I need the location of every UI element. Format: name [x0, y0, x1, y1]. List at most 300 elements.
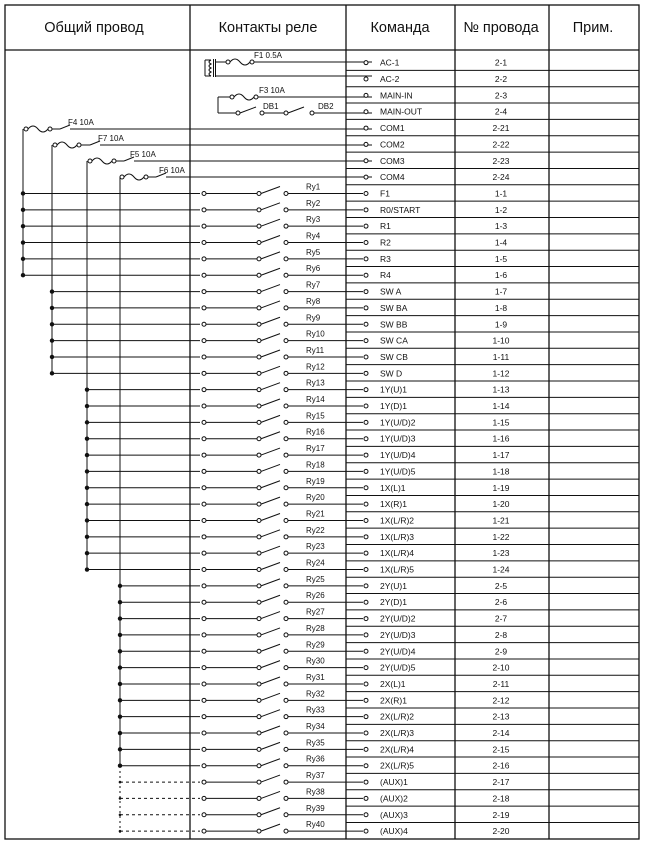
wire-number: 1-12: [492, 368, 510, 379]
command-label: 2Y(D)1: [380, 597, 407, 608]
relay-terminal-in: [202, 208, 206, 212]
contact-point: [257, 322, 261, 326]
relay-label: Ry39: [306, 803, 325, 813]
relay-contact-arm: [261, 628, 280, 635]
wire-number: 2-22: [492, 139, 510, 150]
relay-contact-arm: [261, 677, 280, 684]
table-row: [364, 123, 510, 133]
wire-number: 1-2: [494, 204, 508, 215]
relay-label: Ry23: [306, 542, 325, 552]
contact-point: [257, 191, 261, 195]
command-label: SW BB: [380, 319, 408, 330]
relay-contact-arm: [261, 710, 280, 717]
relay-terminal-in: [202, 371, 206, 375]
contact-point: [284, 241, 288, 245]
relay-terminal-in: [202, 568, 206, 572]
table-row: [364, 74, 507, 84]
contact-point: [284, 584, 288, 588]
command-label: 2X(L/R)5: [380, 760, 415, 771]
contact-point: [257, 715, 261, 719]
wire-number: 1-4: [494, 237, 508, 248]
wire-number: 2-12: [492, 695, 510, 706]
relay-label: Ry9: [306, 313, 321, 323]
relay-label: Ry18: [306, 460, 325, 470]
wire-number: 1-16: [492, 433, 510, 444]
wire-number: 2-19: [492, 809, 510, 820]
contact-point: [257, 355, 261, 359]
junction-dot: [50, 338, 54, 342]
table-row: [364, 172, 510, 182]
terminal-point: [364, 306, 368, 310]
relay-terminal-in: [202, 339, 206, 343]
relay-contact-arm: [261, 791, 280, 798]
terminal-point: [364, 191, 368, 195]
relay-label: Ry30: [306, 656, 325, 666]
relay-terminal-in: [202, 731, 206, 735]
terminal-point: [364, 290, 368, 294]
wire-number: 2-5: [494, 580, 508, 591]
command-label: 1Y(U/D)5: [380, 466, 416, 477]
contact-point: [257, 633, 261, 637]
contact-point: [257, 453, 261, 457]
wire-number: 1-8: [494, 302, 508, 313]
relay-terminal-in: [202, 518, 206, 522]
relay-label: Ry37: [306, 771, 325, 781]
command-label: 2X(L/R)4: [380, 744, 415, 755]
relay-terminal-in: [202, 224, 206, 228]
contact-point: [257, 273, 261, 277]
command-label: (AUX)2: [380, 793, 408, 804]
contact-point: [284, 437, 288, 441]
relay-contact-arm: [261, 236, 280, 243]
terminal-point: [364, 731, 368, 735]
wire-number: 2-6: [494, 597, 508, 608]
contact-point: [284, 502, 288, 506]
relay-label: Ry11: [306, 345, 325, 355]
relay-contact-arm: [261, 350, 280, 357]
relay-label: Ry8: [306, 296, 321, 306]
command-label: SW CB: [380, 351, 408, 362]
command-label: SW D: [380, 368, 403, 379]
contact-point: [284, 191, 288, 195]
relay-label: Ry17: [306, 444, 325, 454]
junction-dot: [118, 682, 122, 686]
contact-point: [257, 813, 261, 817]
table-row: [364, 139, 510, 149]
relay-terminal-in: [202, 191, 206, 195]
contact-point: [284, 224, 288, 228]
wire-number: 2-7: [494, 613, 508, 624]
wire-number: 1-11: [492, 351, 510, 362]
contact-point: [257, 437, 261, 441]
relay-terminal-in: [202, 649, 206, 653]
contact-point: [284, 715, 288, 719]
contact-point: [257, 469, 261, 473]
junction-dot: [50, 289, 54, 293]
junction-dot: [85, 387, 89, 391]
terminal-point: [364, 420, 368, 424]
relay-contact-arm: [261, 186, 280, 193]
contact-point: [284, 290, 288, 294]
contact-point: [284, 486, 288, 490]
relay-terminal-in: [202, 666, 206, 670]
command-label: 1Y(D)1: [380, 401, 407, 412]
junction-dot: [50, 306, 54, 310]
contact-point: [257, 371, 261, 375]
contact-point: [284, 420, 288, 424]
contact-point: [284, 535, 288, 539]
table-header: [44, 20, 613, 36]
wire-number: 2-18: [492, 793, 510, 804]
wire-number: 1-5: [494, 253, 508, 264]
junction-dot: [21, 191, 25, 195]
junction-dot: [21, 224, 25, 228]
wire-number: 2-11: [492, 678, 510, 689]
label-f5: F5 10A: [130, 150, 156, 159]
wire-number: 1-6: [494, 270, 508, 281]
relay-label: Ry25: [306, 574, 325, 584]
relay-contact-arm: [261, 317, 280, 324]
command-label: AC-1: [380, 57, 400, 68]
terminal-point: [364, 502, 368, 506]
command-label: 1X(L/R)2: [380, 515, 415, 526]
header-common-wire: Общий провод: [44, 20, 144, 36]
wire-number: 1-3: [494, 221, 508, 232]
contact-point: [284, 208, 288, 212]
relay-contact-arm: [261, 579, 280, 586]
terminal-point: [364, 633, 368, 637]
junction-dot: [118, 616, 122, 620]
junction-dot: [50, 322, 54, 326]
contact-point: [257, 420, 261, 424]
wire-number: 1-24: [492, 564, 510, 575]
relay-label: Ry24: [306, 558, 325, 568]
relay-contact-arm: [261, 448, 280, 455]
contact-point: [284, 355, 288, 359]
relay-contact-arm: [261, 513, 280, 520]
fuse-f1: [218, 59, 372, 65]
terminal-point: [364, 404, 368, 408]
terminal-point: [364, 61, 368, 65]
contact-point: [284, 568, 288, 572]
contact-point: [284, 764, 288, 768]
terminal-point: [364, 371, 368, 375]
command-label: R0/START: [380, 204, 421, 215]
wire-number: 2-17: [492, 777, 510, 788]
relay-contact-arm: [261, 366, 280, 373]
command-label: 2Y(U/D)5: [380, 662, 416, 673]
relay-label: Ry20: [306, 493, 325, 503]
relay-label: Ry10: [306, 329, 325, 339]
relay-terminal-in: [202, 698, 206, 702]
command-label: R4: [380, 270, 391, 281]
terminal-point: [364, 698, 368, 702]
junction-dot: [85, 486, 89, 490]
relay-label: Ry33: [306, 705, 325, 715]
relay-terminal-in: [202, 682, 206, 686]
relay-terminal-in: [202, 535, 206, 539]
contact-point: [284, 551, 288, 555]
relay-terminal-in: [202, 715, 206, 719]
relay-label: Ry40: [306, 820, 325, 830]
contact-point: [284, 371, 288, 375]
command-label: 1X(R)1: [380, 499, 407, 510]
contact-point: [257, 224, 261, 228]
relay-label: Ry13: [306, 378, 325, 388]
header-note: Прим.: [572, 20, 614, 36]
wire-number: 1-9: [494, 319, 508, 330]
relay-terminal-in: [202, 355, 206, 359]
junction-dot: [85, 469, 89, 473]
relay-terminal-in: [202, 453, 206, 457]
terminal-point: [364, 682, 368, 686]
contact-point: [257, 829, 261, 833]
terminal-point: [364, 175, 368, 179]
wire-number: 2-2: [494, 74, 508, 85]
terminal-point: [364, 486, 368, 490]
relay-rows: [21, 182, 510, 836]
contact-point: [257, 388, 261, 392]
relay-contact-arm: [261, 742, 280, 749]
wire-number: 2-16: [492, 760, 510, 771]
label-f6: F6 10A: [159, 166, 185, 175]
relay-label: Ry12: [306, 362, 325, 372]
contact-point: [257, 535, 261, 539]
contact-point: [257, 502, 261, 506]
wire-number: 2-20: [492, 826, 510, 837]
contact-point: [257, 306, 261, 310]
contact-point: [284, 453, 288, 457]
relay-contact-arm: [261, 432, 280, 439]
command-label: 1Y(U/D)2: [380, 417, 416, 428]
relay-contact-arm: [261, 693, 280, 700]
command-label: 1Y(U/D)4: [380, 450, 416, 461]
relay-contact-arm: [261, 334, 280, 341]
relay-terminal-in: [202, 551, 206, 555]
wire-number: 2-21: [492, 123, 510, 134]
terminal-point: [364, 617, 368, 621]
terminal-point: [364, 600, 368, 604]
label-f4: F4 10A: [68, 118, 94, 127]
command-label: 2X(R)1: [380, 695, 407, 706]
wire-number: 2-10: [492, 662, 510, 673]
junction-dot: [118, 714, 122, 718]
contact-point: [284, 829, 288, 833]
contact-point: [284, 469, 288, 473]
command-label: (AUX)3: [380, 809, 408, 820]
relay-label: Ry7: [306, 280, 321, 290]
contact-point: [257, 649, 261, 653]
table-row: [364, 156, 510, 166]
header-relay-contacts: Контакты реле: [218, 20, 318, 36]
relay-label: Ry31: [306, 672, 325, 682]
command-label: (AUX)1: [380, 777, 408, 788]
wire-number: 1-22: [492, 531, 510, 542]
label-f1: F1 0.5A: [254, 51, 283, 60]
junction-dot: [118, 649, 122, 653]
terminal-point: [364, 453, 368, 457]
relay-contact-arm: [261, 481, 280, 488]
contact-point: [257, 241, 261, 245]
fuse-f5: [87, 157, 372, 568]
table-row: [364, 107, 507, 117]
wire-number: 2-15: [492, 744, 510, 755]
relay-terminal-in: [202, 600, 206, 604]
relay-contact-arm: [261, 268, 280, 275]
wire-number: 1-14: [492, 401, 510, 412]
wire-number: 1-19: [492, 482, 510, 493]
contact-point: [257, 584, 261, 588]
relay-contact-arm: [261, 644, 280, 651]
wire-number: 2-1: [494, 57, 508, 68]
terminal-point: [364, 469, 368, 473]
relay-label: Ry26: [306, 591, 325, 601]
contact-point: [257, 698, 261, 702]
command-label: 1X(L/R)5: [380, 564, 415, 575]
wire-number: 1-23: [492, 548, 510, 559]
relay-contact-arm: [261, 824, 280, 831]
contact-point: [257, 731, 261, 735]
relay-contact-arm: [261, 775, 280, 782]
relay-contact-arm: [261, 285, 280, 292]
contact-point: [284, 600, 288, 604]
relay-terminal-in: [202, 633, 206, 637]
command-label: F1: [380, 188, 390, 199]
terminal-point: [364, 584, 368, 588]
terminal-point: [364, 715, 368, 719]
junction-dot: [85, 437, 89, 441]
relay-label: Ry2: [306, 198, 321, 208]
command-label: 1X(L/R)4: [380, 548, 415, 559]
terminal-point: [364, 322, 368, 326]
contact-point: [284, 257, 288, 261]
table-row: [364, 90, 507, 100]
junction-dot: [119, 813, 122, 816]
contact-point: [257, 600, 261, 604]
relay-label: Ry21: [306, 509, 325, 519]
terminal-point: [364, 93, 368, 97]
junction-dot: [118, 731, 122, 735]
terminal-point: [364, 518, 368, 522]
junction-dot: [118, 665, 122, 669]
wire-number: 1-7: [494, 286, 508, 297]
label-f3: F3 10A: [259, 86, 285, 95]
contact-point: [257, 290, 261, 294]
relay-label: Ry29: [306, 640, 325, 650]
contact-point: [257, 796, 261, 800]
relay-contact-arm: [261, 399, 280, 406]
contact-point: [284, 322, 288, 326]
command-label: MAIN-OUT: [380, 106, 423, 117]
relay-terminal-in: [202, 617, 206, 621]
command-label: 1X(L/R)3: [380, 531, 415, 542]
relay-terminal-in: [202, 404, 206, 408]
command-label: COM4: [380, 172, 405, 183]
relay-terminal-in: [202, 780, 206, 784]
command-label: R2: [380, 237, 391, 248]
junction-dot: [119, 781, 122, 784]
junction-dot: [85, 518, 89, 522]
wire-number: 1-1: [494, 188, 508, 199]
relay-contact-arm: [261, 759, 280, 766]
relay-contact-arm: [261, 301, 280, 308]
relay-label: Ry28: [306, 623, 325, 633]
relay-label: Ry38: [306, 787, 325, 797]
contact-point: [257, 780, 261, 784]
relay-contact-arm: [261, 726, 280, 733]
relay-terminal-in: [202, 437, 206, 441]
junction-dot: [50, 355, 54, 359]
relay-contact-arm: [261, 252, 280, 259]
wire-number: 1-17: [492, 450, 510, 461]
terminal-point: [364, 568, 368, 572]
wire-number: 2-14: [492, 728, 510, 739]
terminal-point: [364, 649, 368, 653]
command-label: COM2: [380, 139, 405, 150]
junction-dot: [21, 208, 25, 212]
command-label: (AUX)4: [380, 826, 408, 837]
junction-dot: [85, 502, 89, 506]
junction-dot: [118, 747, 122, 751]
relay-terminal-in: [202, 257, 206, 261]
relay-contact-arm: [261, 383, 280, 390]
relay-contact-arm: [261, 415, 280, 422]
relay-terminal-in: [202, 764, 206, 768]
junction-dot: [118, 584, 122, 588]
terminal-point: [364, 273, 368, 277]
terminal-point: [364, 126, 368, 130]
terminal-point: [364, 437, 368, 441]
relay-label: Ry27: [306, 607, 325, 617]
contact-point: [257, 518, 261, 522]
relay-label: Ry36: [306, 754, 325, 764]
terminal-point: [364, 388, 368, 392]
relay-label: Ry5: [306, 247, 321, 257]
terminal-point: [364, 796, 368, 800]
header-wire-number: № провода: [463, 20, 539, 36]
relay-label: Ry1: [306, 182, 321, 192]
command-label: R3: [380, 253, 391, 264]
terminal-point: [364, 241, 368, 245]
relay-label: Ry16: [306, 427, 325, 437]
command-label: COM1: [380, 123, 405, 134]
relay-contact-arm: [261, 661, 280, 668]
terminal-point: [364, 829, 368, 833]
wire-number: 2-23: [492, 155, 510, 166]
terminal-point: [364, 257, 368, 261]
contact-point: [284, 273, 288, 277]
terminal-point: [364, 224, 368, 228]
terminal-point: [364, 339, 368, 343]
terminal-point: [364, 355, 368, 359]
junction-dot: [85, 567, 89, 571]
contact-point: [257, 551, 261, 555]
relay-terminal-in: [202, 290, 206, 294]
relay-terminal-in: [202, 747, 206, 751]
contact-point: [284, 649, 288, 653]
relay-contact-arm: [261, 530, 280, 537]
contact-point: [284, 682, 288, 686]
wire-number: 2-8: [494, 629, 508, 640]
command-label: 2Y(U)1: [380, 580, 407, 591]
relay-label: Ry14: [306, 395, 325, 405]
terminal-point: [364, 77, 368, 81]
wire-number: 2-13: [492, 711, 510, 722]
junction-dot: [85, 404, 89, 408]
command-label: 1X(L)1: [380, 482, 406, 493]
junction-dot: [85, 535, 89, 539]
label-db1: DB1: [263, 102, 279, 111]
